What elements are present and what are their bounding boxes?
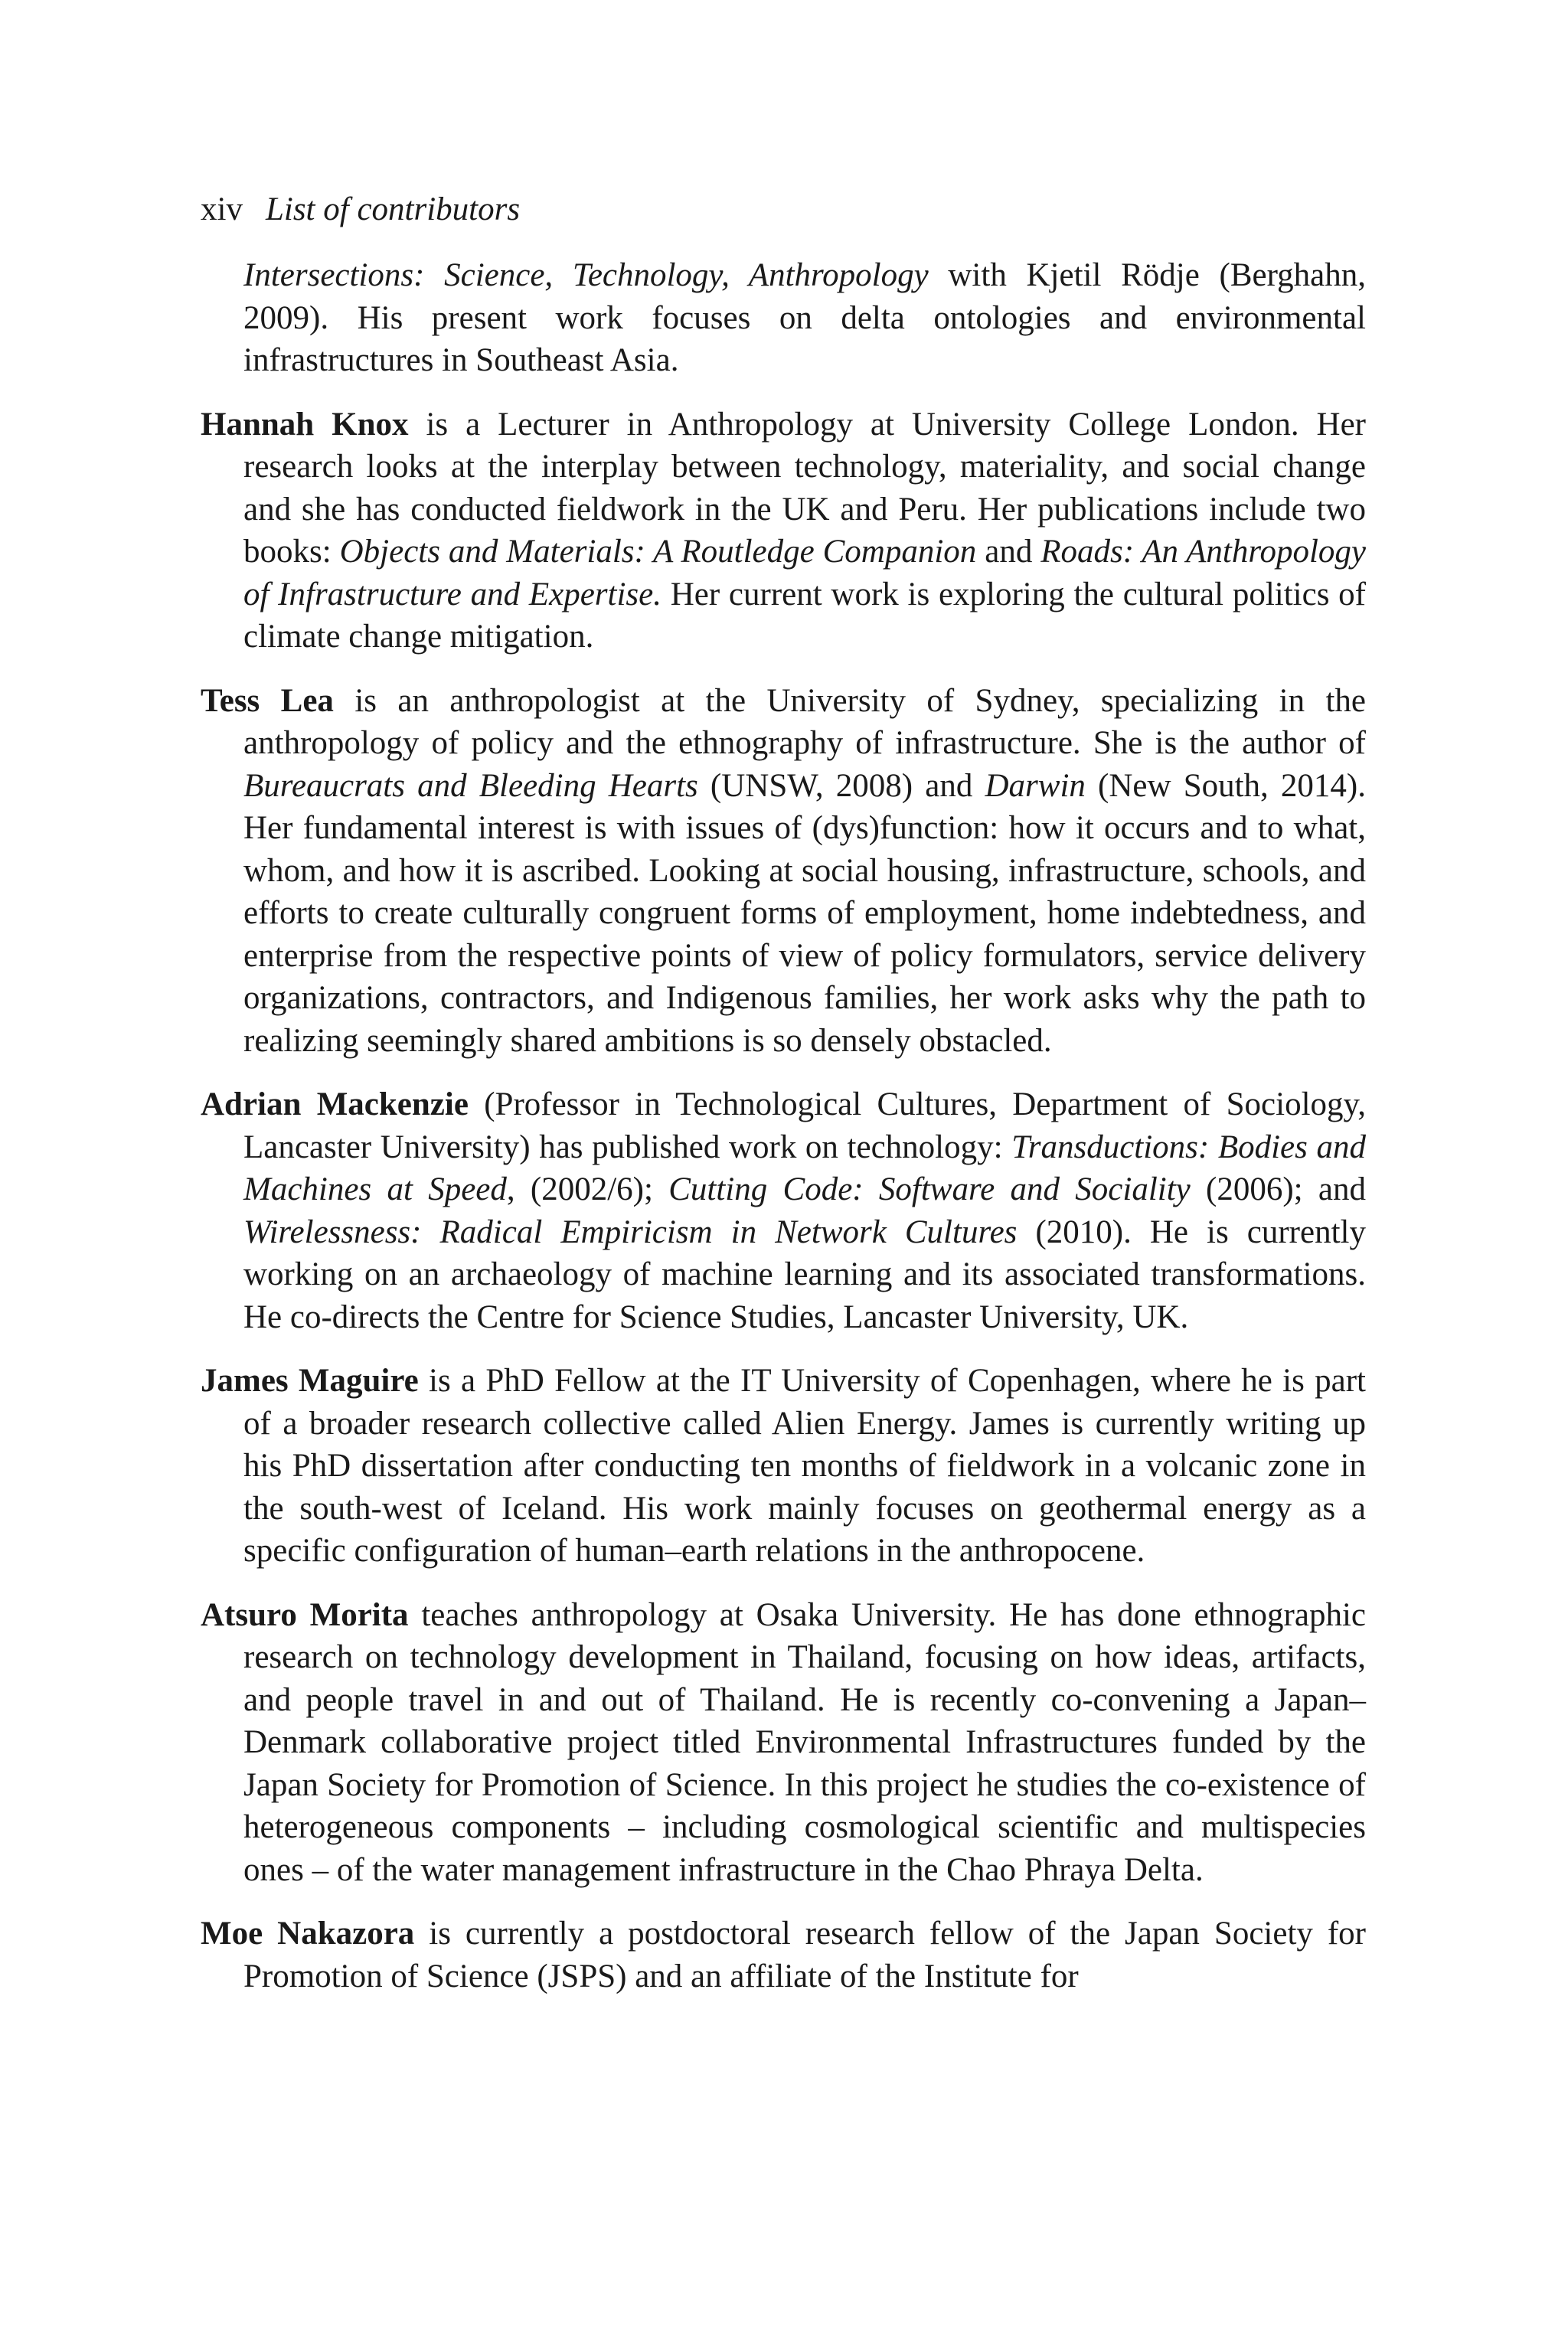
- contributor-entry-continued: [201, 254, 1366, 382]
- entry-text: is a Lecturer in Anthropology at University College London. Her research looks at the interplay between technology, materiality, and social change and she has conducted fieldwork in the UK and Peru. Her publications include two books:: [243, 406, 1367, 570]
- contributor-entry: [201, 1594, 1366, 1892]
- contributor-name: Adrian Mackenzie: [201, 1086, 469, 1122]
- entry-text: (Professor in Technological Cultures, Department of Sociology, Lancaster University) has published work on technology:: [243, 1086, 1366, 1165]
- entry-text: is currently a postdoctoral research fellow of the Japan Society for Promotion of Science (JSPS) and an affiliate of the Institute for: [243, 1916, 1366, 1994]
- contributor-name: Atsuro Morita: [201, 1596, 409, 1633]
- contributor-entry: [201, 1360, 1366, 1573]
- contributor-entry: [201, 403, 1366, 658]
- book-title: Roads: An Anthropology of Infrastructure and Expertise.: [243, 534, 1367, 612]
- book-title: Objects and Materials: A Routledge Companion: [339, 534, 977, 570]
- running-head: [201, 188, 520, 231]
- contributors-list: [201, 254, 1366, 2019]
- entry-text: with Kjetil Rödje (Berghahn, 2009). His present work focuses on delta ontologies and environmental infrastructures in Southeast Asia.: [243, 257, 1366, 378]
- contributor-entry: [201, 1083, 1366, 1338]
- entry-text: (2006); and: [1190, 1171, 1366, 1207]
- book-title: Bureaucrats and Bleeding Hearts: [243, 767, 698, 804]
- contributor-name: Tess Lea: [201, 682, 334, 719]
- entry-text: (New South, 2014). Her fundamental interest is with issues of (dys)function: how it occurs and to what, whom, and how it is ascribed. Looking at social housing, infrastructure, schools, and efforts to create culturally congruent forms of employment, home indebtedness, and enterprise from the respective points of view of policy formulators, service delivery organizations, contractors, and Indigenous families, her work asks why the path to realizing seemingly shared ambitions is so densely obstacled.: [243, 767, 1367, 1059]
- entry-text: , (2002/6);: [506, 1171, 669, 1207]
- book-title: Transductions: Bodies and Machines at Speed: [243, 1129, 1366, 1207]
- book-title: Darwin: [985, 767, 1086, 804]
- entry-text: (2010). He is currently working on an archaeology of machine learning and its associated transformations. He co-directs the Centre for Science Studies, Lancaster University, UK.: [243, 1214, 1366, 1335]
- contributor-name: Hannah Knox: [201, 406, 409, 443]
- entry-text: is a PhD Fellow at the IT University of Copenhagen, where he is part of a broader research collective called Alien Energy. James is currently writing up his PhD dissertation after conducting ten months of fieldwork in a volcanic zone in the south-west of Iceland. His work mainly focuses on geothermal energy as a specific configuration of human–earth relations in the anthropocene.: [243, 1363, 1366, 1569]
- book-title: Cutting Code: Software and Sociality: [668, 1171, 1191, 1207]
- entry-text: is an anthropologist at the University of Sydney, specializing in the anthropology of policy and the ethnography of infrastructure. She is the author of: [243, 682, 1366, 761]
- entry-text: and: [976, 534, 1041, 570]
- book-title: Wirelessness: Radical Empiricism in Network Cultures: [243, 1214, 1018, 1250]
- contributor-name: Moe Nakazora: [201, 1916, 415, 1952]
- entry-text: teaches anthropology at Osaka University. He has done ethnographic research on technology development in Thailand, focusing on how ideas, artifacts, and people travel in and out of Thailand. He is recently co-convening a Japan–Denmark collaborative project titled Environmental Infrastructures funded by the Japan Society for Promotion of Science. In this project he studies the co-existence of heterogeneous components – including cosmological scientific and multispecies ones – of the water management infrastructure in the Chao Phraya Delta.: [243, 1596, 1366, 1888]
- contributor-name: James Maguire: [201, 1363, 419, 1399]
- contributor-entry: [201, 1913, 1366, 1998]
- entry-text: (UNSW, 2008) and: [697, 767, 985, 804]
- page-number: xiv: [201, 191, 243, 227]
- entry-text: Her current work is exploring the cultural politics of climate change mitigation.: [243, 576, 1366, 655]
- running-title: List of contributors: [265, 191, 521, 227]
- book-title: Intersections: Science, Technology, Anthropology: [243, 257, 929, 293]
- contributor-entry: [201, 680, 1366, 1063]
